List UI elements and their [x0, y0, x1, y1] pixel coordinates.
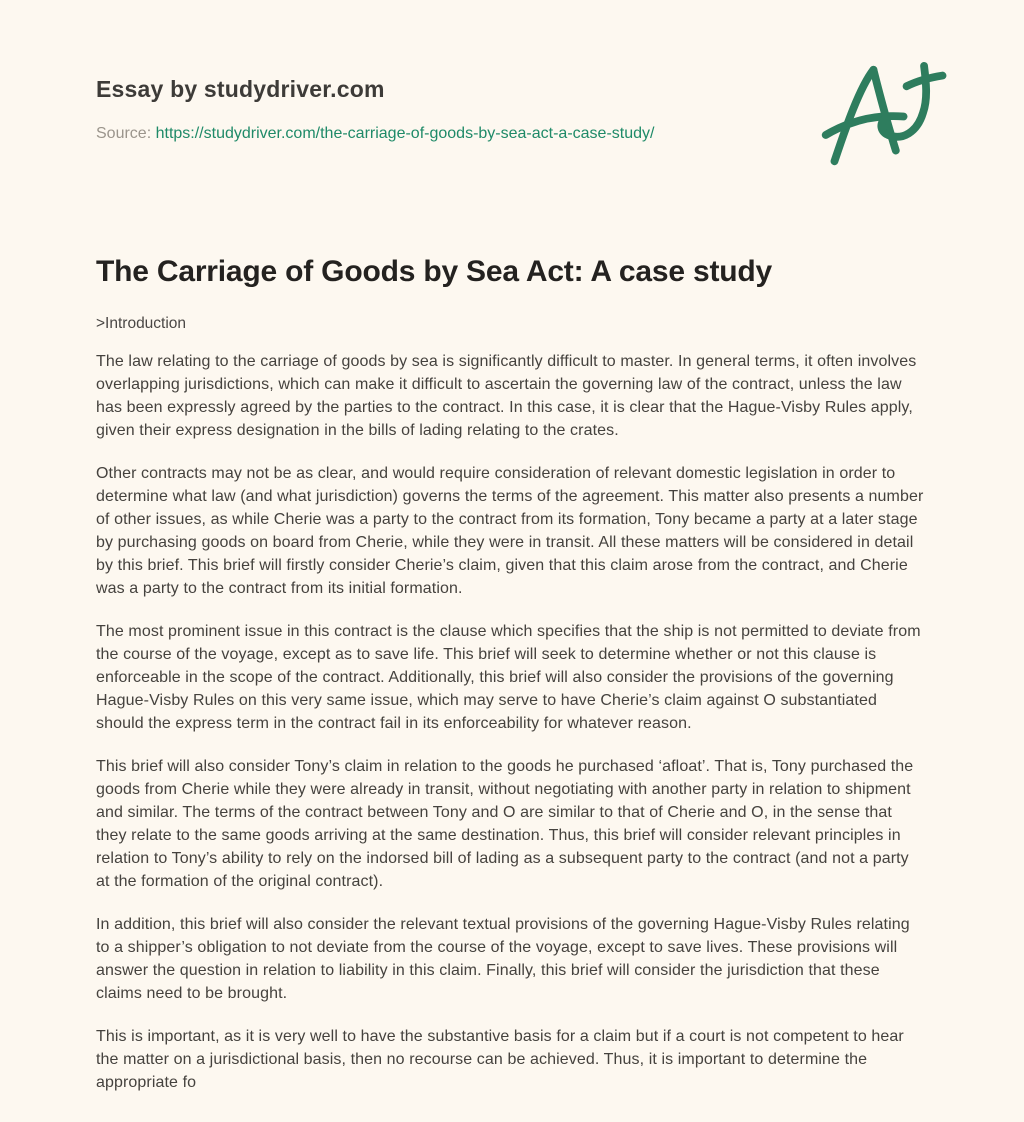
paragraph: The most prominent issue in this contract is the clause which specifies that the ship is not permitted to deviate from the course of the voyage, except as to save life. This brief will seek to determine whether or not this clause is enforceable in the scope of the contract. Additionally, this brief will also consider the provisions of the governing Hague-Visby Rules on this very same issue, which may serve to have Cherie’s claim against O substantiated should the express term in the contract fail in its enforceability for whatever reason. — [96, 623, 921, 732]
paragraph: This is important, as it is very well to have the substantive basis for a claim but if a court is not competent to hear the matter on a jurisdictional basis, then no recourse can be achieved. Thus, it is important to determine the appropriate fo — [96, 1028, 904, 1091]
source-line — [96, 125, 926, 143]
source-link[interactable]: https://studydriver.com/the-carriage-of-goods-by-sea-act-a-case-study/ — [155, 125, 655, 142]
source-label: Source: — [96, 125, 156, 142]
essay-byline: Essay by studydriver.com — [96, 76, 385, 102]
paragraph: The law relating to the carriage of goods by sea is significantly difficult to master. In general terms, it often involves overlapping jurisdictions, which can make it difficult to ascertain the governing law of the contract, unless the law has been expressly agreed by the parties to the contract. In this case, it is clear that the Hague-Visby Rules apply, given their express designation in the bills of lading relating to the crates. — [96, 353, 917, 439]
content-column — [96, 0, 926, 1094]
essay-body — [96, 350, 926, 1094]
paragraph: Other contracts may not be as clear, and would require consideration of relevant domestic legislation in order to determine what law (and what jurisdiction) governs the terms of the agreement. This matter also presents a number of other issues, as while Cherie was a party to the contract from its formation, Tony became a party at a later stage by purchasing goods on board from Cherie, while they were in transit. All these matters will be considered in detail by this brief. This brief will firstly consider Cherie’s claim, given that this claim arose from the contract, and Cherie was a party to the contract from its initial formation. — [96, 465, 924, 597]
paragraph: This brief will also consider Tony’s claim in relation to the goods he purchased ‘afloat’. That is, Tony purchased the goods from Cherie while they were already in transit, without negotiating with another party in relation to shipment and similar. The terms of the contract between Tony and O are similar to that of Cherie and O, in the sense that they relate to the same goods arriving at the same destination. Thus, this brief will consider relevant principles in relation to Tony’s ability to rely on the indorsed bill of lading as a subsequent party to the contract (and not a party at the formation of the original contract). — [96, 758, 914, 890]
page-title: The Carriage of Goods by Sea Act: A case study — [96, 255, 772, 288]
section-heading-introduction: >Introduction — [96, 315, 187, 332]
paragraph: In addition, this brief will also consider the relevant textual provisions of the governing Hague-Visby Rules relating to a shipper’s obligation to not deviate from the course of the voyage, except to save lives. These provisions will answer the question in relation to liability in this claim. Finally, this brief will consider the jurisdiction that these claims need to be brought. — [96, 916, 910, 1002]
